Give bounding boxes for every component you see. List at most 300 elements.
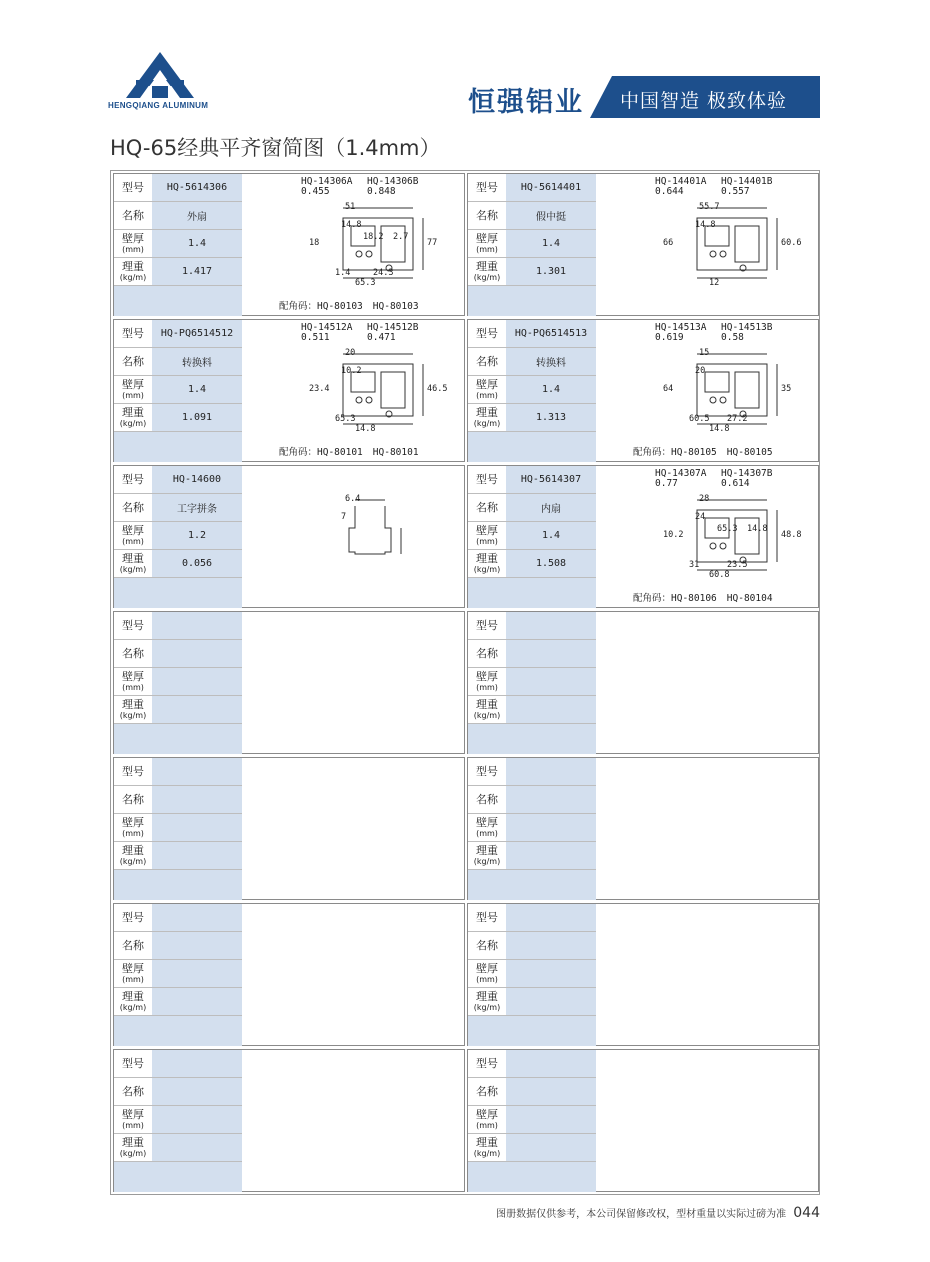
spec-row-name <box>114 494 242 522</box>
part-weight: 0.77 <box>655 478 678 489</box>
label-text: 壁厚 <box>122 523 144 537</box>
unit-text: (kg/m) <box>473 272 501 282</box>
dimension-label: 23.4 <box>309 384 330 394</box>
spec-row-blank <box>468 724 596 754</box>
part-code: HQ-14307A <box>655 468 707 479</box>
spec-value-wall: 1.4 <box>152 376 242 403</box>
spec-row-blank <box>468 1162 596 1192</box>
label-text: 壁厚 <box>476 523 498 537</box>
spec-value-name: 工字拼条 <box>152 494 242 521</box>
spec-value-weight <box>152 1134 242 1161</box>
spec-label-model <box>114 904 152 931</box>
unit-text: (mm) <box>476 536 498 546</box>
unit-text: (mm) <box>122 390 144 400</box>
spec-label-name <box>468 786 506 813</box>
label-text: 壁厚 <box>122 231 144 245</box>
spec-value-wall <box>506 814 596 841</box>
label-text: 理重 <box>476 1135 498 1149</box>
spec-label-wall <box>468 668 506 695</box>
unit-text: (mm) <box>476 244 498 254</box>
profile-card <box>467 1049 819 1192</box>
spec-row-wall <box>468 1106 596 1134</box>
spec-label-weight <box>468 988 506 1015</box>
spec-label-wall <box>114 668 152 695</box>
label-text: 型号 <box>122 618 144 632</box>
unit-text: (kg/m) <box>119 856 147 866</box>
unit-text: (kg/m) <box>119 418 147 428</box>
part-weight: 0.471 <box>367 332 396 343</box>
spec-value-wall <box>506 1106 596 1133</box>
spec-label-model <box>468 758 506 785</box>
dimension-label: 14.8 <box>695 220 716 230</box>
corner-code-value: HQ-80103 <box>317 301 363 312</box>
label-text: 型号 <box>476 326 498 340</box>
spec-value-name <box>506 640 596 667</box>
label-text: 理重 <box>122 259 144 273</box>
spec-value-model <box>506 904 596 931</box>
spec-row-weight <box>468 550 596 578</box>
spec-value-model: HQ-PQ6514513 <box>506 320 596 347</box>
spec-label-weight <box>114 258 152 285</box>
part-weight: 0.511 <box>301 332 330 343</box>
dimension-label: 24 <box>695 512 706 522</box>
part-weight: 0.848 <box>367 186 396 197</box>
spec-row-model <box>114 466 242 494</box>
spec-table <box>468 758 596 899</box>
spec-row-wall <box>114 230 242 258</box>
spec-value-wall <box>152 668 242 695</box>
spec-row-weight <box>468 1134 596 1162</box>
dimension-label: 51 <box>345 202 356 212</box>
spec-row-wall <box>468 960 596 988</box>
spec-row-wall <box>114 960 242 988</box>
label-text: 理重 <box>122 405 144 419</box>
label-text: 名称 <box>476 646 498 660</box>
label-text: 型号 <box>476 618 498 632</box>
label-text: 理重 <box>122 551 144 565</box>
spec-label-weight <box>468 1134 506 1161</box>
spec-label-weight <box>468 842 506 869</box>
unit-text: (mm) <box>122 244 144 254</box>
unit-text: (kg/m) <box>119 1002 147 1012</box>
spec-value-weight <box>506 842 596 869</box>
spec-row-blank <box>468 1016 596 1046</box>
spec-row-weight <box>114 988 242 1016</box>
spec-row-model <box>114 612 242 640</box>
corner-code <box>279 444 429 458</box>
spec-value-wall <box>506 960 596 987</box>
corner-code <box>279 298 429 312</box>
label-text: 名称 <box>122 938 144 952</box>
part-code: HQ-14306B <box>367 176 419 187</box>
profile-drawing <box>597 174 818 315</box>
page-number: 044 <box>793 1205 820 1221</box>
dimension-label: 20 <box>345 348 356 358</box>
spec-label-model <box>468 174 506 201</box>
spec-row-name <box>114 1078 242 1106</box>
spec-row-model <box>468 1050 596 1078</box>
label-text: 型号 <box>476 764 498 778</box>
spec-value-name: 转换料 <box>152 348 242 375</box>
label-text: 壁厚 <box>476 231 498 245</box>
spec-label-model <box>114 466 152 493</box>
spec-row-wall <box>114 522 242 550</box>
spec-row-name <box>114 348 242 376</box>
spec-row-weight <box>468 842 596 870</box>
spec-row-name <box>468 494 596 522</box>
dimension-label: 14.8 <box>355 424 376 434</box>
unit-text: (mm) <box>122 536 144 546</box>
label-text: 名称 <box>122 792 144 806</box>
part-code: HQ-14306A <box>301 176 353 187</box>
spec-row-wall <box>114 376 242 404</box>
spec-label-wall <box>468 1106 506 1133</box>
unit-text: (mm) <box>476 1120 498 1130</box>
label-text: 型号 <box>476 910 498 924</box>
spec-label-name <box>114 1078 152 1105</box>
spec-row-wall <box>468 376 596 404</box>
label-text: 理重 <box>476 259 498 273</box>
dimension-label: 31 <box>689 560 700 570</box>
spec-row-name <box>468 932 596 960</box>
spec-table <box>468 1050 596 1191</box>
profile-card <box>113 1049 465 1192</box>
label-text: 型号 <box>122 764 144 778</box>
label-text: 型号 <box>122 326 144 340</box>
part-weight: 0.614 <box>721 478 750 489</box>
spec-value-weight <box>506 696 596 723</box>
profile-card <box>113 611 465 754</box>
spec-row-weight <box>468 988 596 1016</box>
unit-text: (kg/m) <box>473 418 501 428</box>
label-text: 名称 <box>476 208 498 222</box>
spec-label-name <box>114 932 152 959</box>
page-title: HQ-65经典平齐窗简图（1.4mm） <box>110 136 441 160</box>
spec-label-model <box>468 612 506 639</box>
label-text: 型号 <box>476 180 498 194</box>
spec-value-weight <box>152 696 242 723</box>
spec-row-blank <box>114 578 242 608</box>
spec-row-blank <box>468 286 596 316</box>
profile-drawing <box>597 612 818 753</box>
spec-value-model <box>506 612 596 639</box>
part-code: HQ-14401A <box>655 176 707 187</box>
spec-value-model <box>506 758 596 785</box>
label-text: 理重 <box>476 843 498 857</box>
spec-value-name <box>506 1078 596 1105</box>
spec-label-model <box>114 174 152 201</box>
profile-drawing <box>597 466 818 607</box>
spec-value-model: HQ-5614307 <box>506 466 596 493</box>
profile-card <box>467 611 819 754</box>
spec-row-blank <box>114 432 242 462</box>
spec-row-blank <box>468 870 596 900</box>
spec-value-model <box>152 612 242 639</box>
profile-card <box>113 757 465 900</box>
dimension-label: 6.4 <box>345 494 361 504</box>
spec-row-name <box>468 640 596 668</box>
spec-value-weight: 1.091 <box>152 404 242 431</box>
spec-table <box>114 1050 242 1191</box>
dimension-label: 60.5 <box>689 414 710 424</box>
dimension-label: 18 <box>309 238 320 248</box>
label-text: 型号 <box>122 1056 144 1070</box>
spec-row-model <box>114 1050 242 1078</box>
spec-label-name <box>114 348 152 375</box>
spec-row-model <box>468 904 596 932</box>
spec-row-model <box>468 174 596 202</box>
spec-label-weight <box>114 696 152 723</box>
dimension-label: 48.8 <box>781 530 802 540</box>
part-code: HQ-14513A <box>655 322 707 333</box>
spec-label-name <box>114 640 152 667</box>
spec-label-wall <box>468 960 506 987</box>
profile-drawing <box>243 904 464 1045</box>
dimension-label: 46.5 <box>427 384 448 394</box>
unit-text: (mm) <box>122 1120 144 1130</box>
profile-card <box>467 465 819 608</box>
part-weight: 0.455 <box>301 186 330 197</box>
spec-table <box>468 904 596 1045</box>
unit-text: (kg/m) <box>119 710 147 720</box>
spec-row-model <box>468 612 596 640</box>
corner-code-value: HQ-80106 <box>671 593 717 604</box>
spec-value-name <box>152 786 242 813</box>
spec-row-model <box>114 320 242 348</box>
dimension-label: 77 <box>427 238 438 248</box>
unit-text: (mm) <box>476 974 498 984</box>
spec-row-blank <box>114 870 242 900</box>
spec-row-name <box>114 786 242 814</box>
spec-value-weight <box>152 842 242 869</box>
spec-row-weight <box>468 258 596 286</box>
unit-text: (mm) <box>476 390 498 400</box>
spec-table <box>114 320 242 461</box>
profile-card <box>113 319 465 462</box>
spec-value-name <box>152 640 242 667</box>
spec-value-weight: 1.417 <box>152 258 242 285</box>
spec-row-name <box>468 786 596 814</box>
part-code: HQ-14513B <box>721 322 773 333</box>
label-text: 名称 <box>476 792 498 806</box>
unit-text: (mm) <box>476 828 498 838</box>
dimension-label: 14.8 <box>709 424 730 434</box>
spec-value-model: HQ-5614306 <box>152 174 242 201</box>
label-text: 壁厚 <box>476 669 498 683</box>
spec-label-wall <box>468 376 506 403</box>
spec-value-weight: 1.301 <box>506 258 596 285</box>
dimension-label: 10.2 <box>341 366 362 376</box>
spec-row-weight <box>468 404 596 432</box>
spec-row-blank <box>468 578 596 608</box>
spec-value-name: 外扇 <box>152 202 242 229</box>
profile-drawing <box>243 174 464 315</box>
spec-label-model <box>114 320 152 347</box>
spec-row-blank <box>114 1016 242 1046</box>
label-text: 名称 <box>122 1084 144 1098</box>
label-text: 理重 <box>476 551 498 565</box>
part-weight: 0.644 <box>655 186 684 197</box>
part-weight: 0.619 <box>655 332 684 343</box>
unit-text: (kg/m) <box>473 564 501 574</box>
spec-label-model <box>468 1050 506 1077</box>
dimension-label: 7 <box>341 512 347 522</box>
corner-code <box>633 444 783 458</box>
spec-label-name <box>114 202 152 229</box>
spec-row-name <box>114 202 242 230</box>
spec-label-weight <box>114 1134 152 1161</box>
spec-label-model <box>114 1050 152 1077</box>
profile-sketch <box>283 488 483 588</box>
label-text: 名称 <box>476 500 498 514</box>
spec-label-wall <box>468 522 506 549</box>
profile-drawing <box>243 320 464 461</box>
profile-drawing <box>243 466 464 607</box>
dimension-label: 1.4 <box>335 268 351 278</box>
corner-code-label: 配角码： <box>279 447 318 458</box>
profile-card <box>113 465 465 608</box>
unit-text: (kg/m) <box>473 856 501 866</box>
spec-value-wall: 1.2 <box>152 522 242 549</box>
dimension-label: 14.8 <box>747 524 768 534</box>
spec-value-name <box>152 1078 242 1105</box>
dimension-label: 35 <box>781 384 792 394</box>
spec-label-wall <box>114 1106 152 1133</box>
spec-value-name <box>506 932 596 959</box>
profile-drawing <box>597 904 818 1045</box>
spec-row-blank <box>114 1162 242 1192</box>
corner-code-value: HQ-80105 <box>726 447 773 458</box>
label-text: 名称 <box>122 646 144 660</box>
spec-row-model <box>468 466 596 494</box>
dimension-label: 27.2 <box>727 414 748 424</box>
corner-code-label: 配角码： <box>633 593 672 604</box>
dimension-label: 18.2 <box>363 232 384 242</box>
label-text: 理重 <box>122 1135 144 1149</box>
slogan: 中国智造 极致体验 <box>620 90 788 112</box>
label-text: 名称 <box>476 938 498 952</box>
dimension-label: 65.3 <box>335 414 356 424</box>
label-text: 名称 <box>122 354 144 368</box>
spec-label-wall <box>114 522 152 549</box>
label-text: 型号 <box>476 472 498 486</box>
spec-label-name <box>468 1078 506 1105</box>
label-text: 名称 <box>476 1084 498 1098</box>
spec-table <box>468 612 596 753</box>
label-text: 壁厚 <box>122 815 144 829</box>
spec-value-model <box>152 904 242 931</box>
spec-row-wall <box>468 522 596 550</box>
label-text: 理重 <box>122 989 144 1003</box>
spec-row-model <box>114 904 242 932</box>
label-text: 名称 <box>122 500 144 514</box>
spec-label-weight <box>468 550 506 577</box>
part-code: HQ-14307B <box>721 468 773 479</box>
spec-value-weight: 1.508 <box>506 550 596 577</box>
corner-code-label: 配角码： <box>279 301 318 312</box>
dimension-label: 2.7 <box>393 232 409 242</box>
part-weight: 0.58 <box>721 332 744 343</box>
label-text: 型号 <box>476 1056 498 1070</box>
profile-drawing <box>243 758 464 899</box>
spec-label-wall <box>468 230 506 257</box>
spec-label-weight <box>468 258 506 285</box>
spec-table <box>114 174 242 315</box>
spec-label-wall <box>114 814 152 841</box>
profile-card <box>467 173 819 316</box>
spec-value-model: HQ-5614401 <box>506 174 596 201</box>
spec-value-name: 假中挺 <box>506 202 596 229</box>
spec-row-blank <box>114 286 242 316</box>
spec-label-weight <box>114 404 152 431</box>
dimension-label: 65.3 <box>717 524 738 534</box>
spec-label-name <box>114 786 152 813</box>
label-text: 理重 <box>476 989 498 1003</box>
spec-row-weight <box>114 696 242 724</box>
label-text: 理重 <box>476 405 498 419</box>
spec-label-wall <box>114 376 152 403</box>
label-text: 壁厚 <box>476 1107 498 1121</box>
part-code: HQ-14401B <box>721 176 773 187</box>
dimension-label: 23.5 <box>727 560 748 570</box>
spec-row-weight <box>468 696 596 724</box>
unit-text: (kg/m) <box>119 272 147 282</box>
unit-text: (kg/m) <box>119 1148 147 1158</box>
profile-card <box>113 173 465 316</box>
spec-value-model: HQ-14600 <box>152 466 242 493</box>
dimension-label: 64 <box>663 384 674 394</box>
logo-text: HENGQIANG ALUMINUM <box>108 101 209 110</box>
spec-row-wall <box>114 668 242 696</box>
profile-drawing <box>597 320 818 461</box>
spec-row-wall <box>114 814 242 842</box>
unit-text: (mm) <box>476 682 498 692</box>
spec-value-model <box>152 758 242 785</box>
label-text: 壁厚 <box>122 1107 144 1121</box>
unit-text: (kg/m) <box>473 1002 501 1012</box>
corner-code-label: 配角码： <box>633 447 672 458</box>
label-text: 理重 <box>476 697 498 711</box>
spec-value-wall: 1.4 <box>506 230 596 257</box>
spec-row-weight <box>114 1134 242 1162</box>
unit-text: (mm) <box>122 682 144 692</box>
corner-code <box>633 590 783 604</box>
spec-label-name <box>468 932 506 959</box>
corner-code-value: HQ-80103 <box>372 301 419 312</box>
profile-card <box>113 903 465 1046</box>
label-text: 名称 <box>122 208 144 222</box>
spec-row-wall <box>468 814 596 842</box>
label-text: 壁厚 <box>476 377 498 391</box>
spec-label-wall <box>114 960 152 987</box>
spec-label-weight <box>468 696 506 723</box>
spec-value-wall: 1.4 <box>506 376 596 403</box>
unit-text: (mm) <box>122 974 144 984</box>
spec-row-blank <box>114 724 242 754</box>
spec-table <box>114 466 242 607</box>
spec-row-model <box>114 758 242 786</box>
spec-row-model <box>468 758 596 786</box>
label-text: 壁厚 <box>476 815 498 829</box>
dimension-label: 60.8 <box>709 570 730 580</box>
profile-drawing <box>243 1050 464 1191</box>
spec-value-weight: 1.313 <box>506 404 596 431</box>
spec-row-name <box>114 640 242 668</box>
spec-table <box>468 320 596 461</box>
spec-row-blank <box>468 432 596 462</box>
spec-label-name <box>468 348 506 375</box>
part-weight: 0.557 <box>721 186 750 197</box>
